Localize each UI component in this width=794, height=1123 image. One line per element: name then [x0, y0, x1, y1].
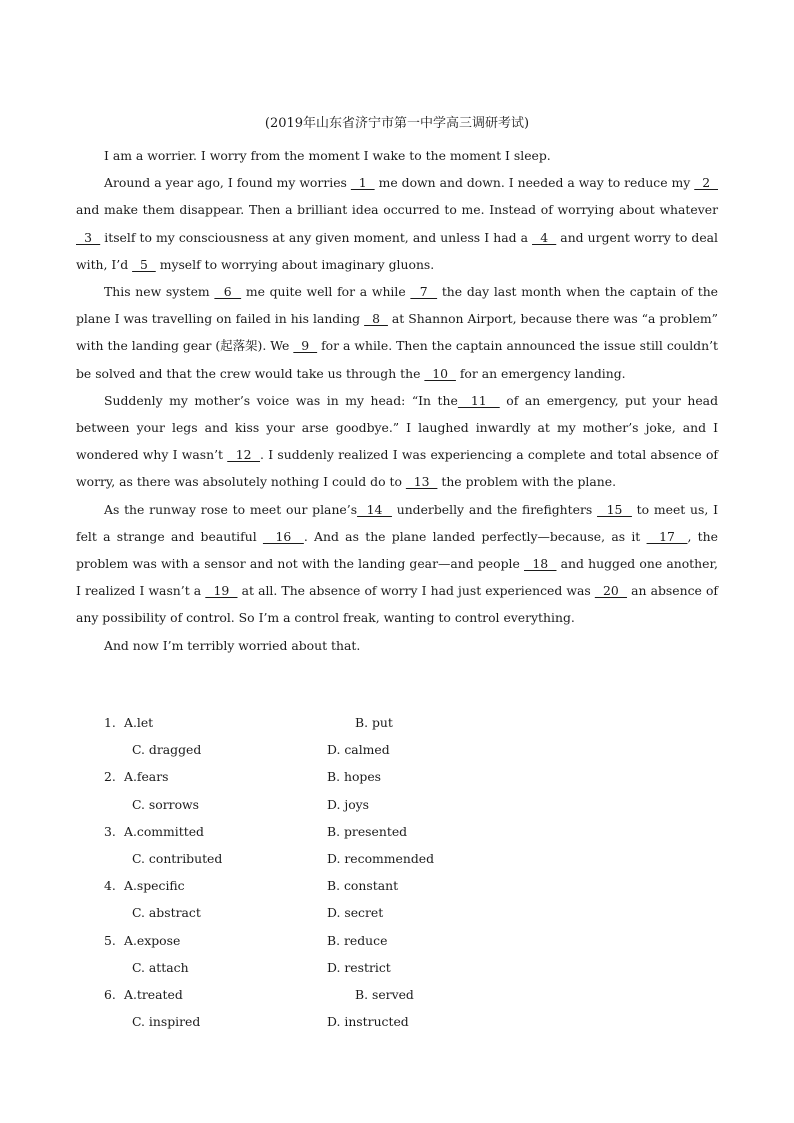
passage-text: me down and down. I needed a way to reduce my — [374, 175, 695, 191]
option-d: D. instructed — [327, 1014, 409, 1030]
question-row — [0, 927, 794, 954]
option-d: D. secret — [327, 905, 384, 921]
answer-blank: 6 — [214, 284, 242, 300]
passage-text: And now I’m terribly worried about that. — [104, 637, 361, 653]
passage-text: . And as the plane landed perfectly—because, as it — [303, 528, 647, 544]
passage-text: for an emergency landing. — [455, 365, 626, 381]
answer-blank: 18 — [524, 556, 557, 572]
answer-blank: 16 — [262, 528, 304, 544]
answer-blank: 12 — [227, 447, 261, 463]
option-b: B. presented — [327, 823, 408, 839]
question-row — [0, 1008, 794, 1035]
cloze-passage — [76, 142, 718, 659]
passage-text: and hugged one another, I realized I wasn’t a — [76, 556, 718, 599]
answer-blank: 19 — [205, 583, 238, 599]
question-row — [0, 872, 794, 899]
option-a: A.specific — [124, 878, 185, 894]
answer-blank: 17 — [646, 528, 688, 544]
question-number: 2. — [104, 769, 116, 785]
question-number: 1. — [104, 715, 116, 730]
passage-text: the day last month when the captain of the plane I was travelling on failed in his landing — [76, 284, 719, 327]
answer-blank: 14 — [357, 501, 392, 517]
option-a: A.committed — [124, 823, 204, 839]
question-row — [0, 763, 794, 790]
passage-text: at Shannon Airport, because there was “a problem” with the landing gear (起落架). We — [76, 311, 719, 354]
passage-paragraph — [76, 278, 718, 387]
exam-source-title: (2019年山东省济宁市第一中学高三调研考试) — [264, 116, 530, 131]
option-a: A.treated — [124, 986, 183, 1002]
answer-blank: 1 — [350, 175, 375, 191]
question-number: 3. — [104, 823, 116, 839]
passage-paragraph — [76, 387, 718, 496]
answer-blank: 8 — [364, 311, 388, 327]
passage-text: for a while. Then the captain announced the issue still couldn’t be solved and that the crew would take us through the — [76, 338, 719, 381]
option-b: B. constant — [327, 878, 399, 894]
passage-text: , the problem was with a sensor and not with the landing gear—and people — [76, 528, 718, 572]
question-options — [0, 709, 794, 1035]
passage-text: and urgent worry to deal with, I’d — [76, 229, 718, 272]
option-b: B. served — [355, 986, 414, 1002]
answer-blank: 15 — [597, 501, 632, 517]
passage-text: to meet us, I felt a strange and beautiful — [76, 501, 719, 544]
option-c: C. contributed — [132, 850, 223, 866]
answer-blank: 5 — [132, 256, 156, 272]
answer-blank: 10 — [424, 365, 456, 381]
answer-blank: 3 — [76, 229, 101, 245]
question-row — [0, 818, 794, 845]
answer-blank: 20 — [594, 583, 628, 599]
option-d: D. calmed — [327, 742, 390, 758]
passage-text: me quite well for a while — [241, 284, 411, 300]
passage-text: As the runway rose to meet our plane’s — [104, 501, 358, 517]
question-row — [0, 899, 794, 926]
passage-text: . I suddenly realized I was experiencing a complete and total absence of worry, as there was absolutely nothing I could do to — [76, 447, 718, 490]
passage-text: of an emergency, put your head between your legs and kiss your arse goodbye.” I laughed inwardly at my mother’s joke, and I wondered why I wasn’t — [76, 392, 718, 463]
option-c: C. abstract — [132, 905, 201, 921]
option-d: D. recommended — [327, 850, 435, 866]
question-row — [0, 954, 794, 981]
question-number: 4. — [104, 878, 116, 894]
answer-blank: 2 — [694, 175, 718, 191]
passage-paragraph — [76, 632, 718, 659]
answer-blank: 11 — [457, 392, 500, 408]
passage-text: underbelly and the firefighters — [391, 501, 598, 517]
passage-text: itself to my consciousness at any given moment, and unless I had a — [100, 229, 533, 245]
passage-paragraph — [76, 142, 718, 169]
option-d: D. joys — [327, 796, 370, 812]
passage-text: at all. The absence of worry I had just experienced was — [237, 583, 595, 599]
answer-blank: 13 — [405, 474, 438, 490]
passage-paragraph — [76, 496, 718, 632]
option-b: B. hopes — [327, 769, 382, 785]
option-b: B. put — [355, 715, 393, 730]
question-row — [0, 791, 794, 818]
passage-text: an absence of any possibility of control. So I’m a control freak, wanting to control everything. — [76, 583, 719, 626]
question-number: 5. — [104, 932, 116, 948]
answer-blank: 7 — [410, 284, 438, 300]
option-a: A.expose — [124, 932, 181, 948]
answer-blank: 4 — [532, 229, 557, 245]
question-row — [0, 981, 794, 1008]
passage-text: This new system — [104, 284, 215, 300]
passage-text: Around a year ago, I found my worries — [104, 175, 351, 191]
passage-text: I am a worrier. I worry from the moment I wake to the moment I sleep. — [104, 148, 551, 163]
passage-text: Suddenly my mother’s voice was in my head: “In the — [104, 392, 458, 408]
option-a: A.let — [124, 715, 154, 730]
question-row — [0, 845, 794, 872]
option-d: D. restrict — [327, 959, 391, 975]
passage-paragraph — [76, 169, 718, 278]
question-row — [0, 736, 794, 763]
passage-text: the problem with the plane. — [437, 474, 617, 490]
option-c: C. dragged — [132, 742, 202, 758]
option-c: C. sorrows — [132, 796, 200, 812]
question-number: 6. — [104, 986, 116, 1002]
passage-text: and make them disappear. Then a brilliant idea occurred to me. Instead of worrying about whatever — [76, 202, 718, 218]
option-c: C. attach — [132, 959, 189, 975]
answer-blank: 9 — [293, 338, 318, 354]
option-c: C. inspired — [132, 1014, 201, 1030]
option-a: A.fears — [124, 769, 169, 785]
question-row — [0, 709, 794, 736]
option-b: B. reduce — [327, 932, 388, 948]
passage-text: myself to worrying about imaginary gluons. — [155, 256, 435, 272]
